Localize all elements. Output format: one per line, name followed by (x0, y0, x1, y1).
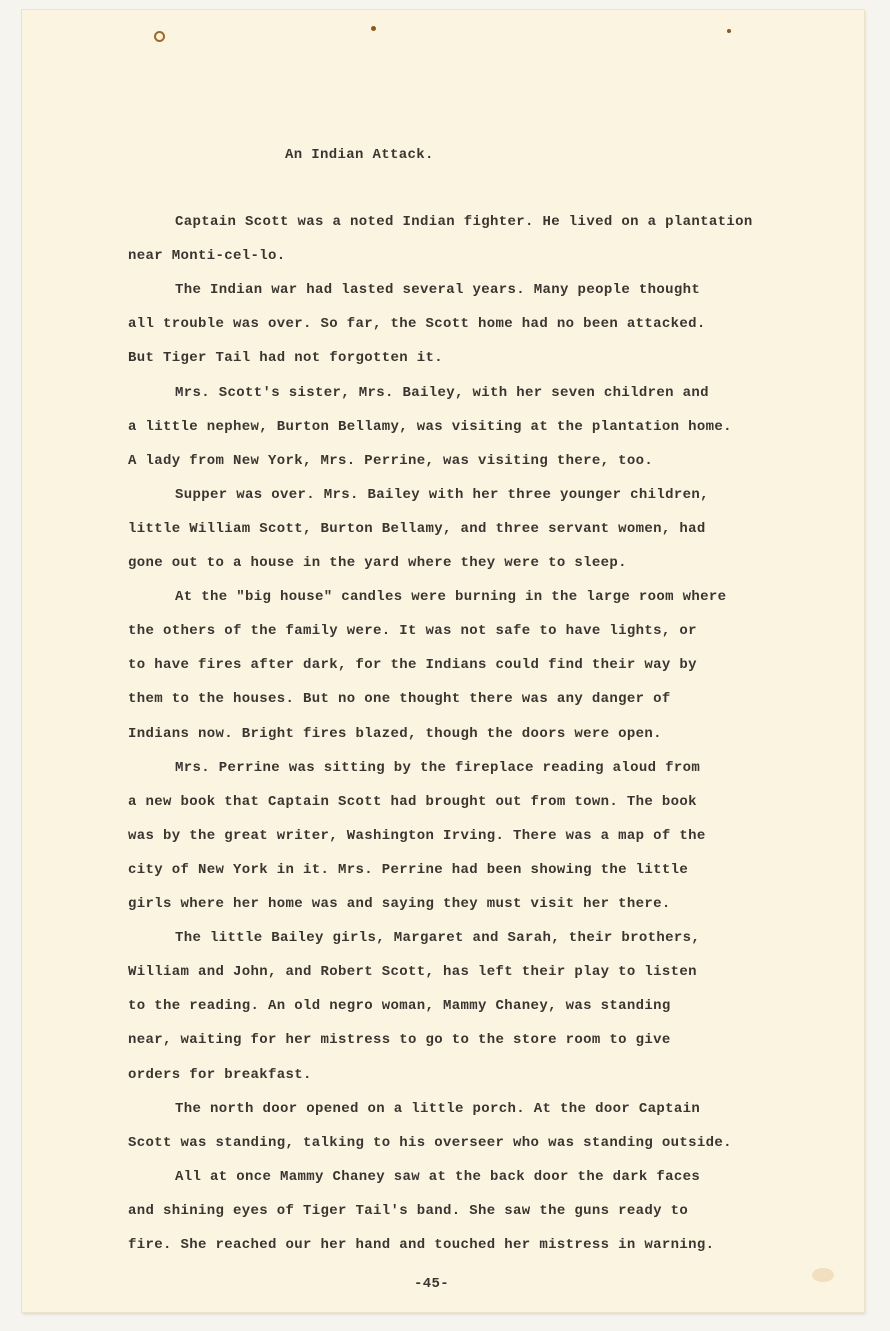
text-line: Mrs. Scott's sister, Mrs. Bailey, with her seven children and (175, 385, 709, 401)
text-line: All at once Mammy Chaney saw at the back door the dark faces (175, 1169, 701, 1185)
text-line: girls where her home was and saying they must visit her there. (128, 896, 671, 912)
text-line: A lady from New York, Mrs. Perrine, was visiting there, too. (128, 453, 654, 469)
text-line: The north door opened on a little porch. At the door Captain (175, 1101, 701, 1117)
text-line: fire. She reached our her hand and touched her mistress in warning. (128, 1237, 715, 1253)
text-line: little William Scott, Burton Bellamy, and three servant women, had (128, 521, 706, 537)
text-line: Mrs. Perrine was sitting by the fireplace reading aloud from (175, 760, 701, 776)
text-line: near, waiting for her mistress to go to the store room to give (128, 1032, 671, 1048)
text-line: orders for breakfast. (128, 1067, 312, 1083)
text-line: But Tiger Tail had not forgotten it. (128, 350, 444, 366)
text-line: them to the houses. But no one thought there was any danger of (128, 691, 671, 707)
text-line: Captain Scott was a noted Indian fighter. He lived on a plantation (175, 214, 753, 230)
page-number: -45- (414, 1276, 450, 1292)
text-line: was by the great writer, Washington Irving. There was a map of the (128, 828, 706, 844)
text-line: Indians now. Bright fires blazed, though the doors were open. (128, 726, 662, 742)
text-line: city of New York in it. Mrs. Perrine had been showing the little (128, 862, 689, 878)
text-line: all trouble was over. So far, the Scott home had no been attacked. (128, 316, 706, 332)
text-line: the others of the family were. It was not safe to have lights, or (128, 623, 697, 639)
text-line: William and John, and Robert Scott, has left their play to listen (128, 964, 697, 980)
text-line: At the "big house" candles were burning in the large room where (175, 589, 727, 605)
text-line: The Indian war had lasted several years. Many people thought (175, 282, 701, 298)
text-line: to have fires after dark, for the Indians could find their way by (128, 657, 697, 673)
text-line: a new book that Captain Scott had brought out from town. The book (128, 794, 697, 810)
text-line: near Monti-cel-lo. (128, 248, 286, 264)
text-line: gone out to a house in the yard where they were to sleep. (128, 555, 627, 571)
page-title: An Indian Attack. (285, 147, 434, 163)
text-line: to the reading. An old negro woman, Mammy Chaney, was standing (128, 998, 671, 1014)
text-line: The little Bailey girls, Margaret and Sarah, their brothers, (175, 930, 701, 946)
text-line: Scott was standing, talking to his overseer who was standing outside. (128, 1135, 732, 1151)
text-line: Supper was over. Mrs. Bailey with her three younger children, (175, 487, 709, 503)
text-line: a little nephew, Burton Bellamy, was visiting at the plantation home. (128, 419, 732, 435)
text-line: and shining eyes of Tiger Tail's band. She saw the guns ready to (128, 1203, 689, 1219)
